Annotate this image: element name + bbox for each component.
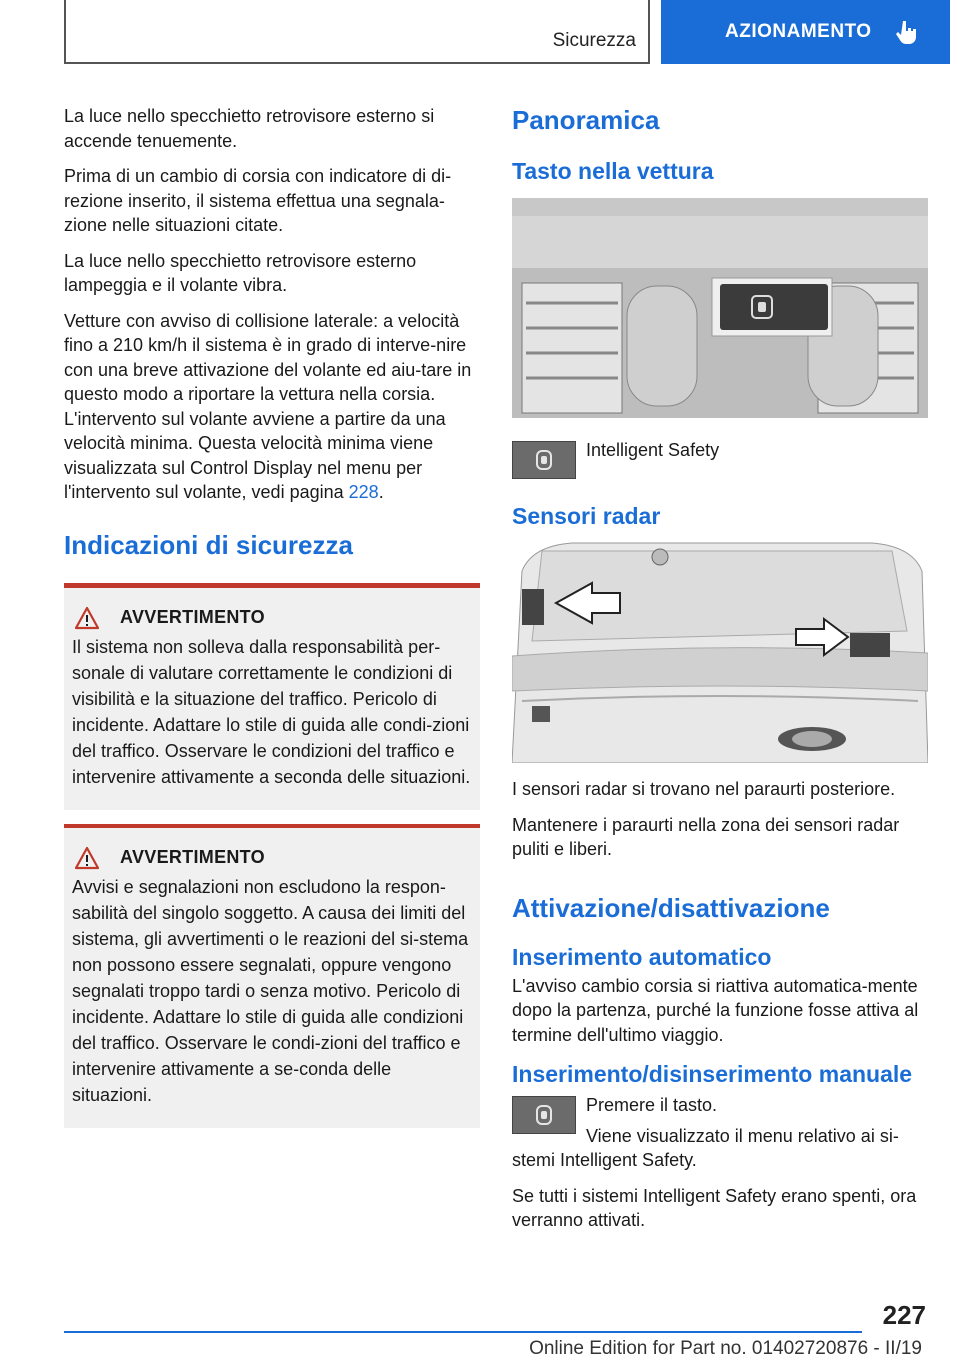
subsection-heading: Inserimento automatico	[512, 943, 772, 970]
intelligent-safety-button-icon	[512, 1096, 576, 1134]
paragraph: La luce nello specchietto retrovisore esterno lampeggia e il volante vibra.	[64, 250, 417, 295]
paragraph: I sensori radar si trovano nel paraurti posteriore.	[512, 779, 896, 799]
paragraph	[64, 309, 480, 505]
chapter-title: AZIONAMENTO	[725, 21, 872, 42]
button-label: Intelligent Safety	[586, 440, 720, 460]
intelligent-safety-button-icon	[512, 441, 576, 479]
header-chapter-tab	[661, 0, 950, 64]
paragraph: L'avviso cambio corsia si riattiva automatica-mente dopo la partenza, purché la funzione fosse attiva al termine dell'ultimo viaggio.	[512, 975, 919, 1045]
page-link[interactable]: 228	[348, 482, 379, 502]
paragraph: Viene visualizzato il menu relativo ai si-stemi Intelligent Safety.	[512, 1125, 899, 1170]
paragraph-end: .	[378, 482, 384, 502]
paragraph: La luce nello specchietto retrovisore esterno si accende tenuemente.	[64, 106, 435, 151]
warning-text: Il sistema non solleva dalla responsabilità per-sonale di valutare correttamente le condizioni di visibilità e la situazione del traffico. Pericolo di incidente. Adattare lo stile di guida alle condi-zioni del traffico. Osservare le condizioni del traffico e intervenire attivamente a seconda delle situazioni.	[72, 636, 471, 787]
warning-icon	[74, 606, 100, 630]
car-safety-icon	[532, 1104, 556, 1126]
warning-icon	[74, 846, 100, 870]
page-number: 227	[882, 1300, 926, 1330]
warning-text: Avvisi e segnalazioni non escludono la respon-sabilità del singolo soggetto. A causa dei limiti del sistema, gli avvertimenti o le reazioni del si-stema non possono essere segnalati, oppure vengono segnalati troppo tardi o senza motivo. Pericolo di incidente. Adattare lo stile di guida alle condizioni del traffico. Osservare le condi-zioni del traffico e intervenire attivamente a se-conda delle situazioni.	[72, 876, 469, 1105]
paragraph: Se tutti i sistemi Intelligent Safety erano spenti, ora verranno attivati.	[512, 1185, 917, 1230]
left-column	[64, 104, 480, 1128]
paragraph: Mantenere i paraurti nella zona dei sensori radar puliti e liberi.	[512, 814, 900, 859]
section-heading: Attivazione/disattivazione	[512, 892, 830, 923]
subsection-heading: Inserimento/disinserimento manuale	[512, 1061, 913, 1087]
header-section-box	[64, 0, 650, 64]
warning-title: AVVERTIMENTO	[120, 607, 265, 627]
car-safety-icon	[532, 449, 556, 471]
rear-bumper-illustration	[512, 541, 928, 763]
section-heading: Indicazioni di sicurezza	[64, 529, 353, 560]
footer-edition: Online Edition for Part no. 01402720876 - II/19	[529, 1338, 922, 1359]
warning-box	[64, 583, 480, 810]
section-title: Sicurezza	[552, 30, 636, 51]
dashboard-button-image	[512, 198, 928, 418]
warning-title: AVVERTIMENTO	[120, 847, 265, 867]
paragraph-text: Vetture con avviso di collisione laterale: a velocità fino a 210 km/h il sistema è in grado di interve-nire con una breve attivazione del volante ed aiu-tare in questo modo a riportare la vettura nella corsia. L'intervento sul volante avviene a partire da una velocità minima. Questa velocità minima viene visualizzata sul Control Display nel menu per l'intervento sul volante, vedi pagina	[64, 310, 472, 502]
right-column	[512, 104, 928, 1244]
paragraph: Premere il tasto.	[586, 1095, 718, 1115]
subsection-heading: Sensori radar	[512, 503, 661, 529]
dashboard-illustration	[512, 198, 928, 418]
subsection-heading: Tasto nella vettura	[512, 158, 714, 184]
footer-divider	[64, 1331, 862, 1333]
pointing-hand-icon	[894, 19, 920, 45]
paragraph: Prima di un cambio di corsia con indicatore di di-rezione inserito, il sistema effettua una segnala-zione nelle situazioni citate.	[64, 166, 452, 235]
warning-box	[64, 824, 480, 1128]
section-heading: Panoramica	[512, 105, 660, 135]
rear-bumper-image	[512, 541, 928, 763]
